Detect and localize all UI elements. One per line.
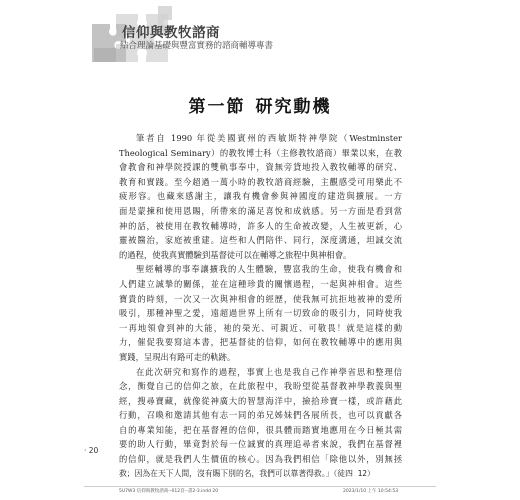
- text-line: 聖經輔導的事奉讓擴我的人生體驗，豐富我的生命，使我有機會和: [136, 264, 402, 275]
- text-line: 疲形容。也藏來感謝主，讓我有機會參與神國度的建造與擴展。一方: [119, 191, 402, 202]
- print-slug: 5U7W3 信仰與教牧諮商--012頁--書2-3.indd 20: [119, 489, 219, 494]
- running-header: [0, 0, 520, 62]
- series-title: 信仰與教牧諮商: [122, 25, 220, 41]
- text-line: 會教會和神學院授課的雙軌事奉中，資無旁貸地投入教牧輔導的研究、: [119, 162, 402, 173]
- text-line: 面是蒙揀和使用恩賜，所帶來的滿足喜悅和成就感。另一方面是看到當: [119, 205, 402, 216]
- text-line: 要的助人行動，畢竟對於每一位誠實的真理追尋者來說，我們在基督裡: [119, 439, 402, 450]
- print-timestamp: 2023/1/10 上午 10:54:53: [343, 489, 399, 494]
- footer-divider: [84, 486, 436, 487]
- text-line: 在此次研究和寫作的過程，事實上也是我自己作神學省思和整理信: [136, 366, 402, 377]
- text-line: 的過程，使我真實體驗到基督徒可以在輔導之旅程中與神相會。: [119, 249, 352, 260]
- series-subtitle: 結合理論基礎與豐富實務的諮商輔導專書: [120, 41, 274, 51]
- text-line: 吸引，那種神聖之愛，遠超過世界上所有一切致命的吸引力，同時使我: [119, 308, 402, 319]
- text-line: 實踐，呈現出有路可走的軌跡。: [119, 351, 236, 362]
- text-line: 靈被醫治，家庭被重建。這些和人們陪伴、同行，深度溝通，坦誠交流: [119, 235, 402, 246]
- text-line: 教育和實踐。至今超過一萬小時的教牧諮商經驗，主觀感受可用樂此不: [119, 176, 402, 187]
- page-number: ‧ 20: [84, 446, 99, 455]
- text-line: 的信仰，就是我們人生價值的核心。因為我們相信「除他以外，別無拯: [119, 454, 402, 465]
- text-line: 神的話，被使用在教牧輔導時，許多人的生命被改變，人生被更新，心: [119, 220, 402, 231]
- page-number-value: 20: [88, 446, 99, 455]
- text-line: 自的專業知能，把在基督裡的信仰，很具體而踏實地應用在今日極其需: [119, 424, 402, 435]
- text-line: 行動，召喚和邀請其他有志一同的弟兄姊妹們各展所長，也可以貢獻各: [119, 410, 402, 421]
- section-heading: [0, 92, 520, 117]
- text-line: 人們建立誠摯的關係，並在這種珍貴的關懷過程，一起與神相會。這些: [119, 278, 402, 289]
- body-text: [119, 131, 402, 481]
- text-line: 筆者自 1990 年從美國賓州的西敏斯特神學院（Westminster: [136, 133, 402, 143]
- text-line: 救；因為在天下人間，沒有賜下別的名，我們可以靠著得救。」（徒四 12）: [119, 468, 375, 478]
- section-title: 研究動機: [255, 97, 332, 117]
- text-line: 念，衡覺自己的信仰之旅，在此旅程中，我盼望從基督教神學教義與聖: [119, 381, 402, 392]
- text-line: 一再地領會到神的大能，祂的榮光、可親近、可敬畏！就是這樣的動: [119, 322, 402, 333]
- text-line: 寶貴的時刻，一次又一次與神相會的經歷，使我無可抗拒地被神的愛所: [119, 293, 402, 304]
- text-line: Theological Seminary）的教牧博士科（主修教牧諮商）畢業以來，在教: [119, 147, 402, 158]
- section-number: 第一節: [188, 97, 246, 117]
- text-line: 經，搜尋寶藏，就像從神廣大的智慧海洋中，撿拾珍寶一樣，或許藉此: [119, 395, 402, 406]
- text-line: 力，催促我要寫這本書，把基督徒的信仰，如何在教牧輔導中的應用與: [119, 337, 402, 348]
